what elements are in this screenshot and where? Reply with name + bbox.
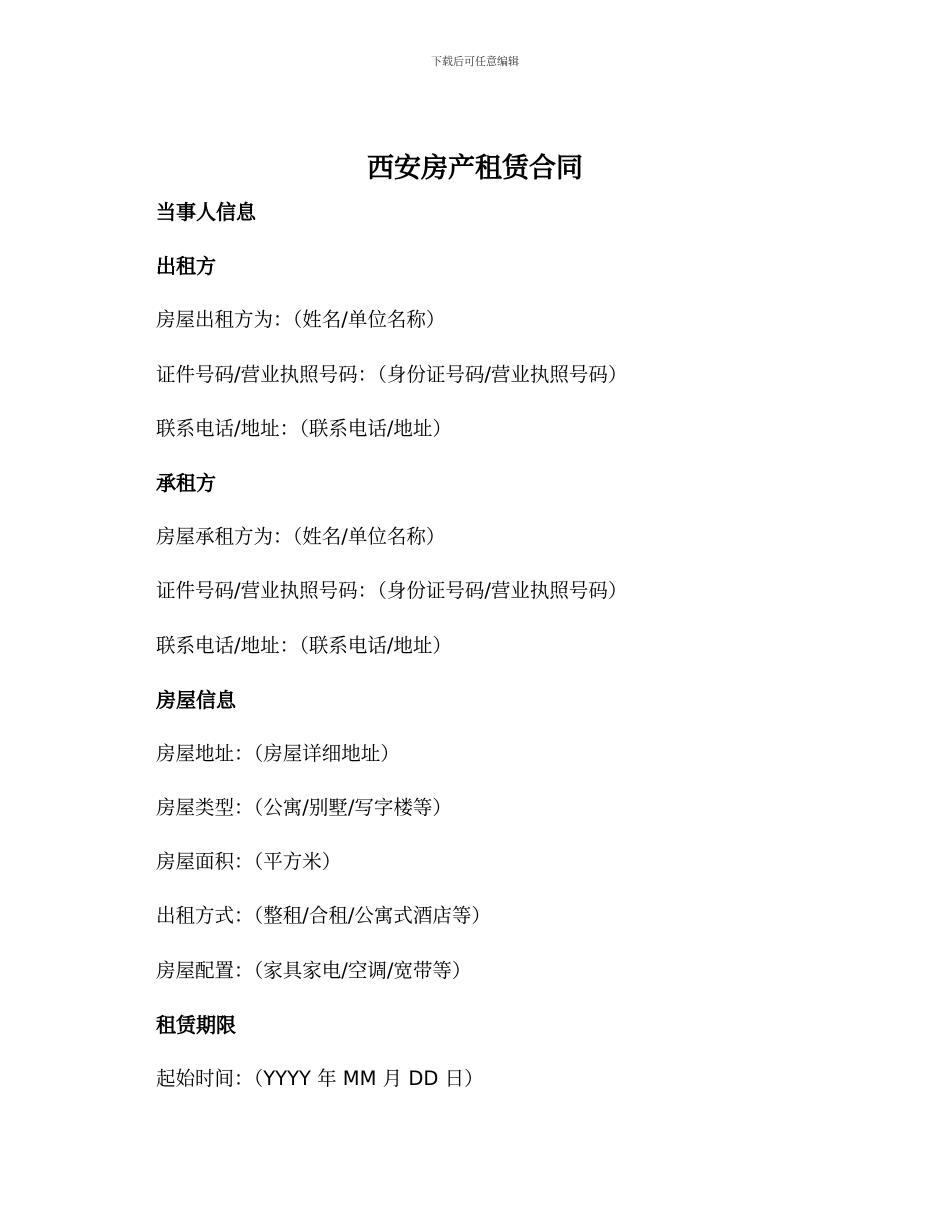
lessee-id-line: 证件号码/营业执照号码：（身份证号码/营业执照号码） xyxy=(156,579,628,603)
lessor-contact-line: 联系电话/地址：（联系电话/地址） xyxy=(156,416,452,440)
section-heading-property: 房屋信息 xyxy=(156,687,236,712)
document-body xyxy=(156,194,856,1115)
rental-method-line: 出租方式：（整租/合租/公寓式酒店等） xyxy=(156,904,491,928)
property-config-line: 房屋配置：（家具家电/空调/宽带等） xyxy=(156,958,472,982)
property-type-line: 房屋类型：（公寓/别墅/写字楼等） xyxy=(156,796,452,820)
property-address-line: 房屋地址：（房屋详细地址） xyxy=(156,741,400,765)
subheading-lessor: 出租方 xyxy=(156,254,216,279)
section-heading-lease-term: 租赁期限 xyxy=(156,1012,236,1037)
document-title: 西安房产租赁合同 xyxy=(367,153,583,184)
subheading-lessee: 承租方 xyxy=(156,470,216,495)
start-date-line: 起始时间：（YYYY 年 MM 月 DD 日） xyxy=(156,1067,484,1090)
lessee-contact-line: 联系电话/地址：（联系电话/地址） xyxy=(156,633,452,657)
lessor-id-line: 证件号码/营业执照号码：（身份证号码/营业执照号码） xyxy=(156,362,628,386)
lessor-name-line: 房屋出租方为：（姓名/单位名称） xyxy=(156,308,446,332)
section-heading-parties: 当事人信息 xyxy=(156,200,256,224)
page-header-note: 下载后可任意编辑 xyxy=(431,55,519,68)
lessee-name-line: 房屋承租方为：（姓名/单位名称） xyxy=(156,525,446,549)
property-area-line: 房屋面积：（平方米） xyxy=(156,850,342,874)
